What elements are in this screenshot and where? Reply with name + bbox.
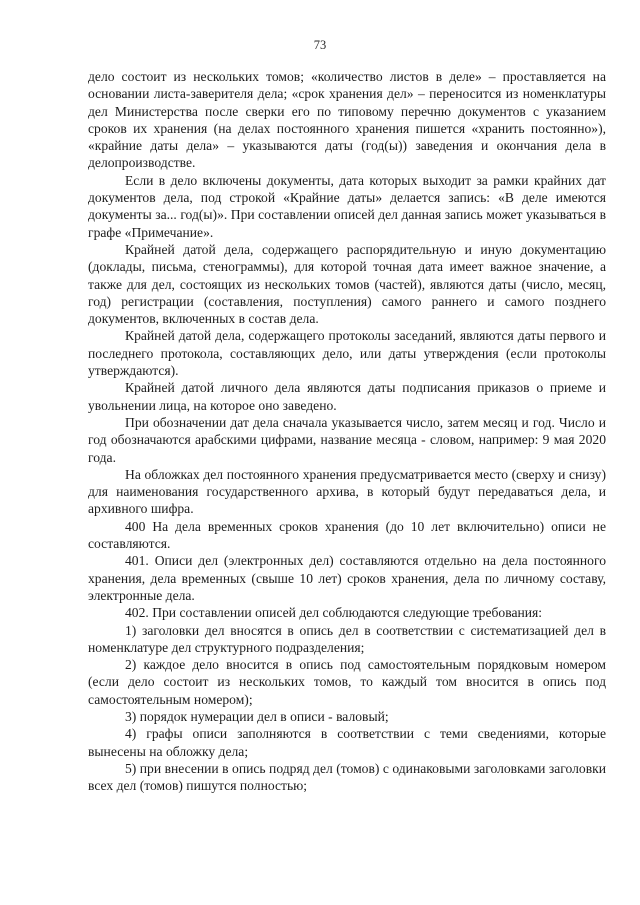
paragraph-admin-docs-dates: Крайней датой дела, содержащего распорядительную и иную документацию (доклады, письма, стенограммы), для которой точная дата имеет важное значение, а также для дел, состоящих из нескольких томов (частей), являются даты (число, месяц, год) регистрации (составления, поступления) самого раннего и самого позднего документов, включенных в состав дела. [88, 241, 606, 327]
paragraph-item-401: 401. Описи дел (электронных дел) составляются отдельно на дела постоянного хранения, дела временных (свыше 10 лет) сроков хранения, дела по личному составу, электронные дела. [88, 553, 606, 603]
list-item-5: 5) при внесении в опись подряд дел (томов) с одинаковыми заголовками заголовки всех дел (томов) пишутся полностью; [88, 760, 606, 794]
list-item-3: 3) порядок нумерации дел в описи - валовый; [125, 708, 389, 724]
paragraph-date-format: При обозначении дат дела сначала указывается число, затем месяц и год. Число и год обозначаются арабскими цифрами, название месяца - словом, например: 9 мая 2020 года. [88, 414, 606, 465]
paragraph-personal-file-dates: Крайней датой личного дела являются даты подписания приказов о приеме и увольнении лица, на которое оно заведено. [88, 380, 606, 413]
paragraph-extra-dates: Если в дело включены документы, дата которых выходит за рамки крайних дат документов дела, под строкой «Крайние даты» делается запись: «В деле имеются документы за... год(ы)». При составлении описей дел данная запись может указываться в графе «Примечание». [88, 172, 606, 240]
page-number: 73 [313, 38, 327, 52]
paragraph-continuation: дело состоит из нескольких томов; «количество листов в деле» – проставляется на основании листа-заверителя дела; «срок хранения дел» – переносится из номенклатуры дел Министерства после сверки его по типовому перечню документов с указанием сроков их хранения (на делах постоянного хранения пишется «хранить постоянно»), «крайние даты дела» – указываются даты (год(ы)) заведения и окончания дела в делопроизводстве. [88, 69, 606, 171]
list-item-1: 1) заголовки дел вносятся в опись дел в соответствии с систематизацией дел в номенклатуре дел структурного подразделения; [88, 622, 606, 655]
list-item-4: 4) графы описи заполняются в соответствии с теми сведениями, которые вынесены на обложку дела; [88, 726, 606, 759]
paragraph-item-402: 402. При составлении описей дел соблюдаются следующие требования: [125, 605, 543, 621]
paragraph-protocols-dates: Крайней датой дела, содержащего протоколы заседаний, являются даты первого и последнего протокола, составляющих дело, или даты утверждения (если протоколы утверждаются). [88, 328, 606, 379]
document-text [88, 68, 606, 794]
list-item-2: 2) каждое дело вносится в опись под самостоятельным порядковым номером (если дело состоит из нескольких томов, то каждый том вносится в опись под самостоятельным номером); [88, 657, 606, 707]
paragraph-covers: На обложках дел постоянного хранения предусматривается место (сверху и снизу) для наименования государственного архива, в который будут передаваться дела, и архивного шифра. [88, 466, 606, 517]
paragraph-item-400: 400 На дела временных сроков хранения (до 10 лет включительно) описи не составляются. [88, 518, 606, 552]
